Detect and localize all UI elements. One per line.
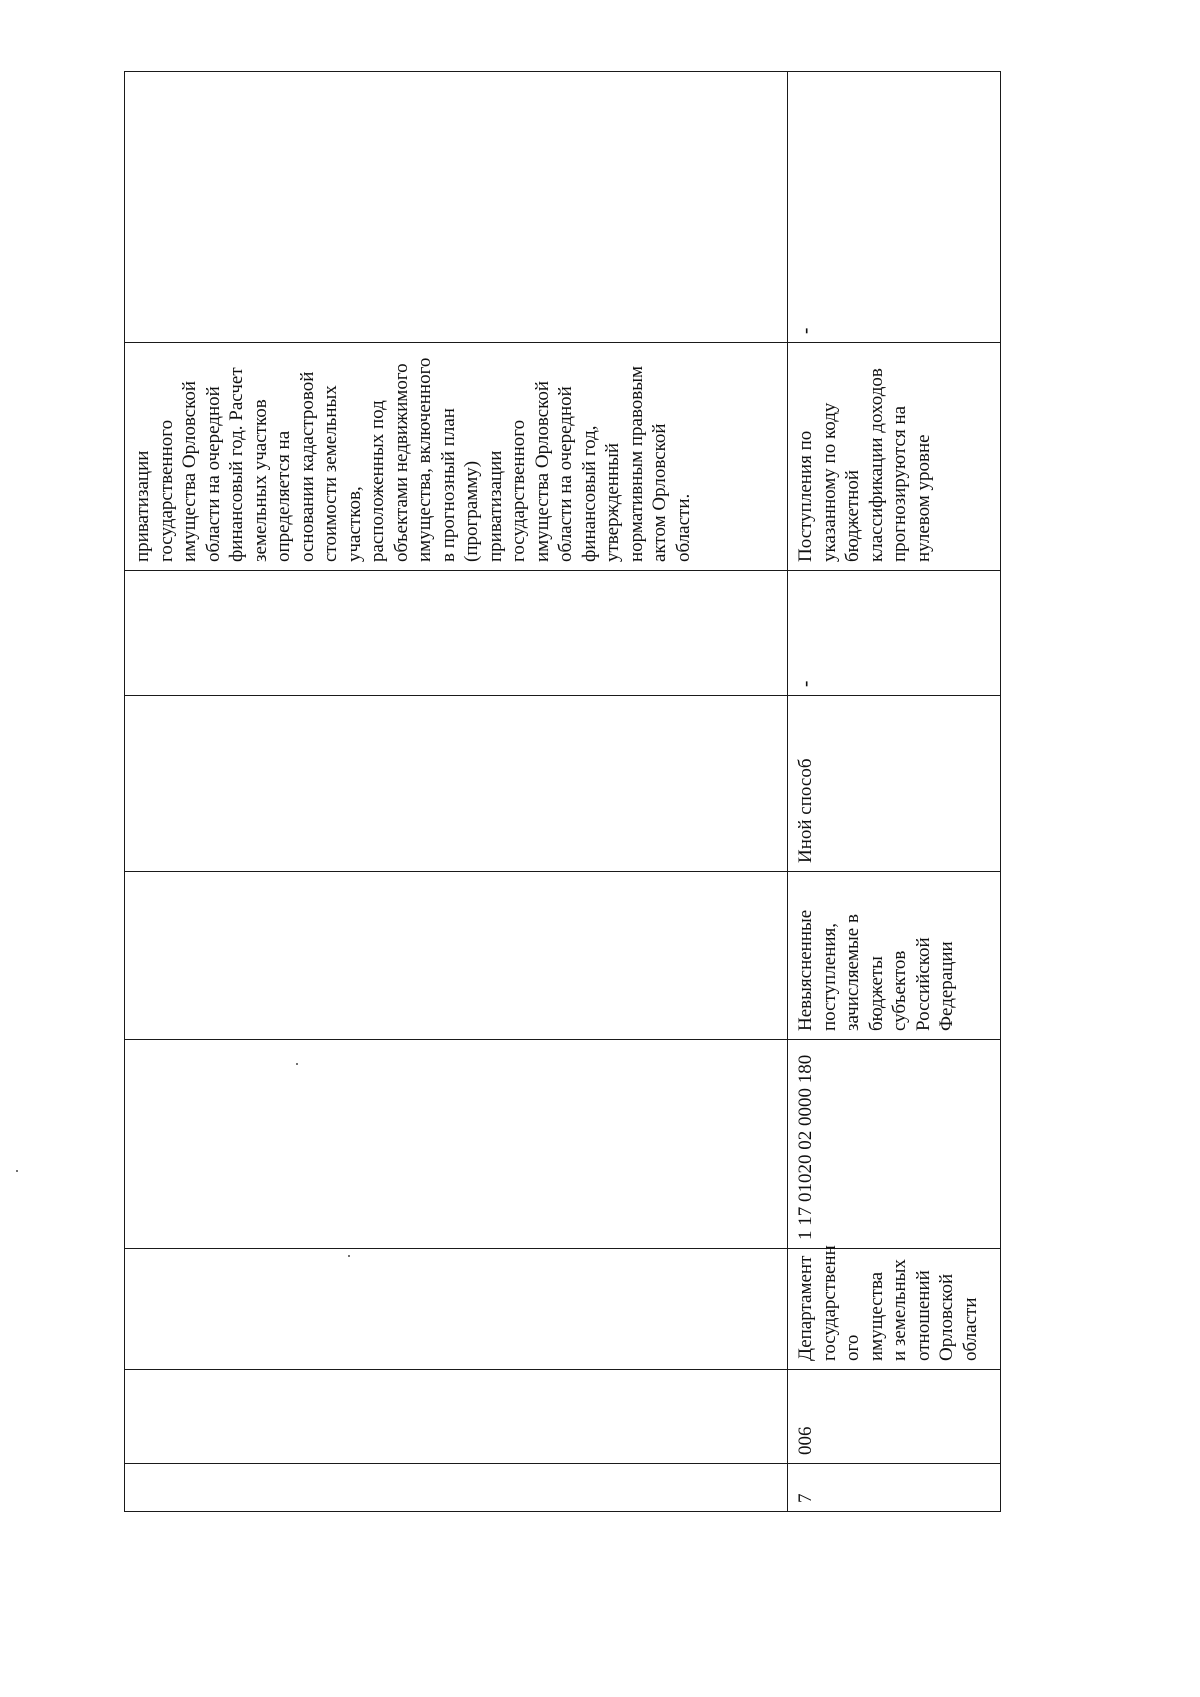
text-line: имущества Орловской (531, 380, 553, 562)
text-line: имущества Орловской (179, 380, 200, 562)
text-line: области (959, 1297, 981, 1361)
text-line: и земельных (889, 1259, 910, 1361)
text-line: поступления, (818, 922, 840, 1031)
cell-formula (788, 571, 1001, 696)
table-row-7 (788, 72, 1001, 1512)
scan-speck (296, 1063, 298, 1065)
text-line: Департамент (795, 1255, 816, 1361)
scan-speck (348, 1255, 350, 1257)
dash: - (795, 680, 816, 687)
text-line: Невыясненные (795, 909, 816, 1031)
cell-empty (125, 1040, 788, 1249)
cell-empty (125, 1370, 788, 1464)
text-line: ого имущества (842, 1271, 887, 1361)
text-line: прогнозируются на (889, 405, 910, 562)
rotated-page (124, 72, 981, 1512)
text-line: приватизации (484, 450, 506, 562)
text-line: государственн (818, 1245, 840, 1361)
text-line: (программу) (461, 460, 482, 562)
cell-income-name (788, 872, 1001, 1040)
forecast-methods-table (124, 71, 1001, 1512)
text-line: определяется на (273, 430, 294, 562)
cell-note (788, 72, 1001, 343)
text-line: земельных участков (249, 399, 271, 562)
cell-empty (125, 72, 788, 343)
text-line: объектами недвижимого (390, 363, 412, 562)
cell-method: Иной способ (788, 696, 1001, 872)
text-line: государственного (155, 419, 177, 562)
text-line: приватизации (132, 450, 153, 562)
cell-row-number: 7 (788, 1464, 1001, 1512)
text-line: стоимости земельных (320, 385, 341, 562)
text-line: области на очередной (202, 386, 224, 562)
scan-speck (16, 1170, 18, 1172)
text-line: Орловской (936, 1273, 957, 1361)
text-line: Федерации (936, 941, 957, 1031)
text-line: участков, (343, 486, 365, 562)
text-line: утвержденный (602, 442, 623, 562)
text-line: имущества, включенного (414, 357, 435, 562)
text-line: области на очередной (555, 386, 576, 562)
cell-empty (125, 1249, 788, 1370)
table-row-continuation (125, 72, 788, 1512)
text-line: актом Орловской (649, 423, 670, 562)
text-line: государственного (508, 419, 529, 562)
text-line: расположенных под (367, 400, 388, 562)
text-line: зачисляемые в (842, 914, 863, 1031)
cell-kbk: 1 17 01020 02 0000 180 (788, 1040, 1001, 1249)
text-line: отношений (912, 1270, 934, 1361)
cell-admin-name (788, 1245, 1001, 1370)
text-line: бюджеты субъектов (865, 950, 910, 1031)
text-line: указанному по коду (818, 402, 840, 562)
cell-algorithm-continuation (125, 343, 788, 571)
cell-empty (125, 872, 788, 1040)
text-line: Российской (912, 937, 934, 1031)
cell-empty (125, 696, 788, 872)
text-line: в прогнозный план (437, 408, 459, 562)
dash: - (795, 327, 816, 334)
text-line: нулевом уровне (912, 434, 934, 562)
text-line: бюджетной (842, 469, 863, 562)
text-line: основании кадастровой (296, 371, 318, 562)
text-line: финансовый год, (578, 425, 600, 562)
cell-admin-code: 006 (788, 1370, 1001, 1464)
cell-algorithm (788, 343, 1001, 571)
text-line: классификации доходов (865, 368, 887, 562)
text-line: нормативным правовым (625, 365, 647, 562)
cell-empty (125, 571, 788, 696)
text-line: области. (672, 493, 694, 562)
cell-empty (125, 1464, 788, 1512)
text-line: финансовый год. Расчет (226, 367, 247, 562)
text-line: Поступления по (795, 430, 816, 562)
